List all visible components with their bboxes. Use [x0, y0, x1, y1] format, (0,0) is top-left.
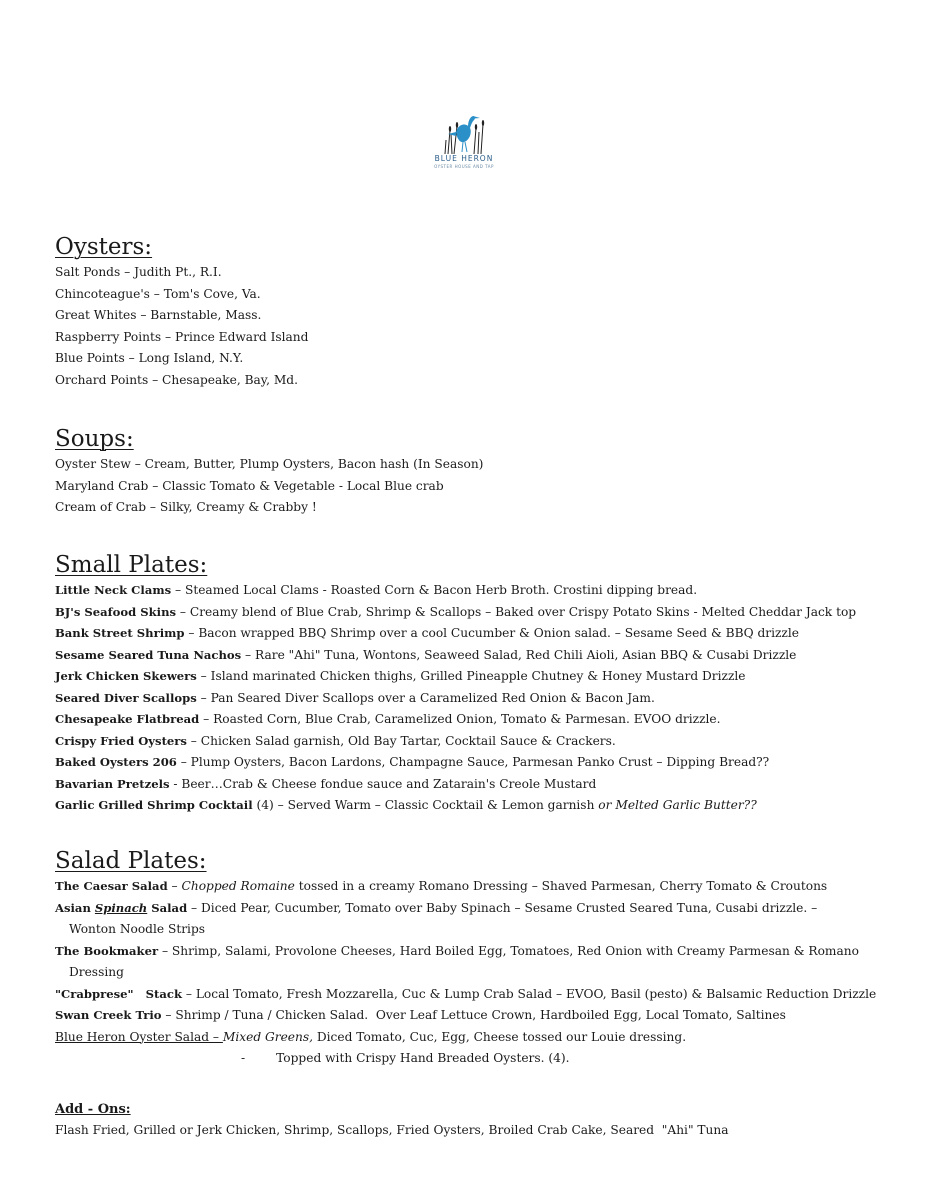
- soups-heading: Soups:: [55, 426, 134, 452]
- item-name: The Caesar Salad: [55, 879, 168, 893]
- item-name: Swan Creek Trio: [55, 1008, 162, 1022]
- list-item: [55, 709, 887, 731]
- oysters-heading: Oysters:: [55, 234, 153, 260]
- list-item: [55, 876, 887, 898]
- list-item: Cream of Crab – Silky, Creamy & Crabby !: [55, 500, 317, 514]
- list-item: Flash Fried, Grilled or Jerk Chicken, Shrimp, Scallops, Fried Oysters, Broiled Crab Cake, Seared "Ahi" Tuna: [55, 1123, 729, 1137]
- add-ons-heading: Add - Ons:: [55, 1102, 131, 1117]
- item-italic: Chopped Romaine: [181, 879, 295, 893]
- list-item: Oyster Stew – Cream, Butter, Plump Oysters, Bacon hash (In Season): [55, 457, 484, 471]
- salad-plates-heading: Salad Plates:: [55, 848, 207, 874]
- item-desc: – Bacon wrapped BBQ Shrimp over a cool Cucumber & Onion salad. – Sesame Seed & BBQ drizzle: [184, 626, 799, 640]
- oysters-section: [55, 232, 887, 391]
- item-desc: – Chicken Salad garnish, Old Bay Tartar, Cocktail Sauce & Crackers.: [186, 733, 616, 748]
- list-item: Blue Points – Long Island, N.Y.: [55, 351, 244, 365]
- list-item: Orchard Points – Chesapeake, Bay, Md.: [55, 372, 298, 387]
- list-item: [55, 898, 887, 920]
- logo-tagline: OYSTER HOUSE AND TAP: [434, 164, 494, 169]
- list-item: [55, 752, 887, 774]
- item-desc: – Steamed Local Clams - Roasted Corn & Bacon Herb Broth. Crostini dipping bread.: [171, 583, 698, 597]
- item-desc: – Shrimp, Salami, Provolone Cheeses, Hard Boiled Egg, Tomatoes, Red Onion with Creamy Parmesan & Romano: [158, 943, 859, 958]
- item-desc: – Island marinated Chicken thighs, Grilled Pineapple Chutney & Honey Mustard Drizzle: [196, 669, 746, 683]
- item-desc: tossed in a creamy Romano Dressing – Shaved Parmesan, Cherry Tomato & Croutons: [294, 879, 828, 893]
- item-name: "Crabprese" Stack: [55, 986, 182, 1001]
- list-item: Salt Ponds – Judith Pt., R.I.: [55, 265, 222, 279]
- item-desc: – Local Tomato, Fresh Mozzarella, Cuc & Lump Crab Salad – EVOO, Basil (pesto) & Balsamic Reduction Drizzle: [181, 986, 877, 1001]
- item-desc: – Creamy blend of Blue Crab, Shrimp & Scallops – Baked over Crispy Potato Skins - Melted Cheddar Jack top: [176, 604, 857, 619]
- item-desc: – Pan Seared Diver Scallops over a Caramelized Red Onion & Bacon Jam.: [196, 690, 655, 705]
- list-item-sub: - Topped with Crispy Hand Breaded Oysters. (4).: [241, 1051, 570, 1065]
- item-name-emphasis: Spinach: [94, 900, 148, 915]
- item-name-end: Salad: [147, 900, 188, 915]
- item-italic: Mixed Greens,: [222, 1029, 313, 1044]
- list-item: [55, 623, 887, 645]
- soups-section: [55, 424, 887, 519]
- heron-icon: [434, 112, 494, 154]
- list-item: [55, 941, 887, 963]
- item-name: Chesapeake Flatbread: [55, 712, 200, 726]
- item-name: Seared Diver Scallops: [55, 690, 197, 705]
- item-name: The Bookmaker: [55, 943, 159, 958]
- list-item: [55, 984, 887, 1006]
- small-plates-section: [55, 550, 887, 817]
- list-item: [55, 1027, 887, 1049]
- list-item: [55, 580, 887, 602]
- list-item: [55, 774, 887, 796]
- add-ons-list: [55, 1120, 887, 1142]
- item-separator: –: [167, 879, 182, 893]
- oysters-list: [55, 262, 887, 391]
- list-item: Raspberry Points – Prince Edward Island: [55, 329, 309, 344]
- item-name: Crispy Fried Oysters: [55, 733, 187, 748]
- soups-list: [55, 454, 887, 519]
- item-name: Asian: [55, 900, 95, 915]
- list-item: Chincoteague's – Tom's Cove, Va.: [55, 286, 261, 301]
- list-item-continued: Dressing: [69, 965, 124, 979]
- item-name: Sesame Seared Tuna Nachos: [55, 647, 242, 662]
- item-desc: Diced Tomato, Cuc, Egg, Cheese tossed our Louie dressing.: [313, 1029, 687, 1044]
- small-plates-heading: Small Plates:: [55, 552, 208, 578]
- item-name: Bank Street Shrimp: [55, 626, 185, 640]
- list-item: [55, 731, 887, 753]
- list-item: Great Whites – Barnstable, Mass.: [55, 308, 262, 322]
- item-name: Baked Oysters 206: [55, 755, 177, 769]
- item-name: Garlic Grilled Shrimp Cocktail: [55, 798, 253, 812]
- item-desc: - Beer…Crab & Cheese fondue sauce and Zatarain's Creole Mustard: [169, 776, 597, 791]
- list-item: [55, 688, 887, 710]
- salad-plates-section: [55, 846, 887, 1070]
- list-item-continued: Wonton Noodle Strips: [69, 922, 205, 936]
- item-desc: – Rare "Ahi" Tuna, Wontons, Seaweed Salad, Red Chili Aioli, Asian BBQ & Cusabi Drizzle: [241, 647, 797, 662]
- item-desc: (4) – Served Warm – Classic Cocktail & Lemon garnish: [252, 798, 599, 812]
- logo: [412, 112, 516, 169]
- item-name: Bavarian Pretzels: [55, 776, 170, 791]
- list-item: [55, 602, 887, 624]
- list-item: [55, 795, 887, 817]
- item-name: Blue Heron Oyster Salad –: [55, 1029, 223, 1044]
- add-ons-section: [55, 1100, 887, 1142]
- item-name: Jerk Chicken Skewers: [55, 669, 197, 683]
- item-name: Little Neck Clams: [55, 583, 172, 597]
- list-item: [55, 666, 887, 688]
- salad-plates-list: [55, 876, 887, 1070]
- item-name: BJ's Seafood Skins: [55, 604, 177, 619]
- item-note: or Melted Garlic Butter??: [598, 798, 757, 812]
- item-desc: – Diced Pear, Cucumber, Tomato over Baby Spinach – Sesame Crusted Seared Tuna, Cusabi drizzle. –: [187, 900, 818, 915]
- list-item: Maryland Crab – Classic Tomato & Vegetable - Local Blue crab: [55, 478, 444, 493]
- item-desc: – Plump Oysters, Bacon Lardons, Champagne Sauce, Parmesan Panko Crust – Dipping Bread??: [176, 755, 770, 769]
- logo-name: BLUE HERON: [434, 154, 494, 163]
- list-item: [55, 645, 887, 667]
- small-plates-list: [55, 580, 887, 817]
- item-desc: – Shrimp / Tuna / Chicken Salad. Over Leaf Lettuce Crown, Hardboiled Egg, Local Tomato, Saltines: [161, 1008, 786, 1022]
- item-desc: – Roasted Corn, Blue Crab, Caramelized Onion, Tomato & Parmesan. EVOO drizzle.: [199, 712, 721, 726]
- list-item: [55, 1005, 887, 1027]
